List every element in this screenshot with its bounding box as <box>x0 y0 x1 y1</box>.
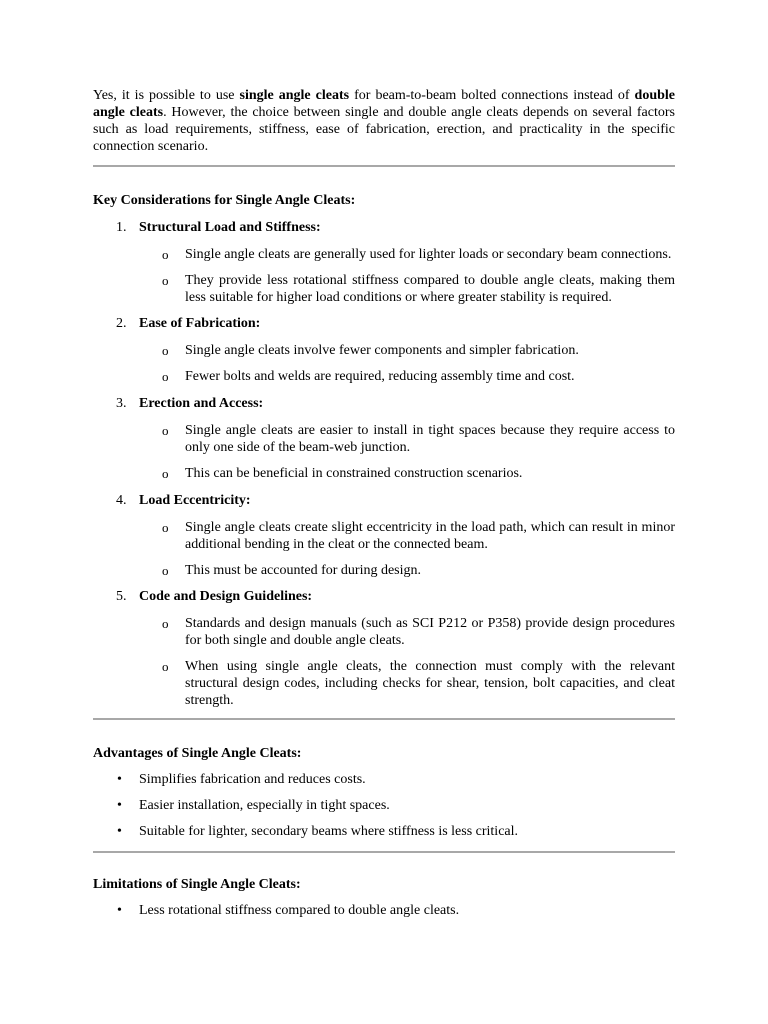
sub-point-text: This must be accounted for during design. <box>185 563 422 578</box>
sub-point-list <box>93 615 675 709</box>
sub-point-text: Single angle cleats involve fewer components and simpler fabrication. <box>185 343 579 358</box>
bullet-icon: • <box>117 772 122 787</box>
sub-point <box>162 246 675 263</box>
item-title: Structural Load and Stiffness: <box>139 220 321 235</box>
sub-point-list <box>93 342 675 385</box>
circle-bullet-icon: o <box>162 369 169 384</box>
item-number: 3. <box>116 396 127 411</box>
item-title: Ease of Fabrication: <box>139 316 261 331</box>
item-number: 4. <box>116 493 127 508</box>
limitation-text: Less rotational stiffness compared to double angle cleats. <box>139 903 460 918</box>
limitation-item <box>117 902 675 919</box>
intro-text-1: Yes, it is possible to use <box>93 88 240 103</box>
sub-point <box>162 422 675 456</box>
intro-bold-single: single angle cleats <box>239 88 350 103</box>
sub-point-list <box>93 246 675 306</box>
sub-point-text: Standards and design manuals (such as SCI P212 or P358) provide design procedures for both single and double angle cleats. <box>185 616 675 648</box>
advantage-item <box>117 797 675 814</box>
limitations-list <box>93 902 675 919</box>
horizontal-rule <box>93 165 675 167</box>
sub-point <box>162 615 675 649</box>
horizontal-rule <box>93 718 675 720</box>
item-number: 5. <box>116 589 127 604</box>
consideration-item <box>93 492 675 509</box>
circle-bullet-icon: o <box>162 247 169 262</box>
bullet-icon: • <box>117 903 122 918</box>
document-page <box>93 87 675 919</box>
consideration-item <box>93 315 675 332</box>
circle-bullet-icon: o <box>162 659 169 674</box>
sub-point <box>162 519 675 553</box>
circle-bullet-icon: o <box>162 520 169 535</box>
item-title: Erection and Access: <box>139 396 264 411</box>
consideration-item <box>93 219 675 236</box>
circle-bullet-icon: o <box>162 466 169 481</box>
sub-point <box>162 465 675 482</box>
advantage-text: Simplifies fabrication and reduces costs. <box>139 772 366 787</box>
advantages-list <box>93 771 675 840</box>
item-title: Code and Design Guidelines: <box>139 589 313 604</box>
section-heading-advantages: Advantages of Single Angle Cleats: <box>93 746 302 761</box>
consideration-item <box>93 588 675 605</box>
circle-bullet-icon: o <box>162 563 169 578</box>
sub-point-text: They provide less rotational stiffness compared to double angle cleats, making them less suitable for higher load conditions or where greater stability is required. <box>185 273 675 305</box>
sub-point-text: Single angle cleats create slight eccentricity in the load path, which can result in minor additional bending in the cleat or the connected beam. <box>185 520 675 552</box>
horizontal-rule <box>93 851 675 853</box>
advantage-text: Suitable for lighter, secondary beams where stiffness is less critical. <box>139 824 519 839</box>
bullet-icon: • <box>117 824 122 839</box>
circle-bullet-icon: o <box>162 616 169 631</box>
sub-point <box>162 272 675 306</box>
advantage-item <box>117 771 675 788</box>
consideration-item <box>93 395 675 412</box>
sub-point-list <box>93 422 675 482</box>
section-heading-considerations: Key Considerations for Single Angle Cleats: <box>93 193 356 208</box>
sub-point-text: Fewer bolts and welds are required, reducing assembly time and cost. <box>185 369 575 384</box>
advantage-text: Easier installation, especially in tight spaces. <box>139 798 390 813</box>
item-number: 1. <box>116 220 127 235</box>
intro-text-2: for beam-to-beam bolted connections instead of <box>349 88 635 103</box>
circle-bullet-icon: o <box>162 273 169 288</box>
circle-bullet-icon: o <box>162 343 169 358</box>
sub-point <box>162 368 675 385</box>
sub-point-text: When using single angle cleats, the connection must comply with the relevant structural design codes, including checks for shear, tension, bolt capacities, and cleat strength. <box>185 659 675 708</box>
sub-point-text: Single angle cleats are generally used for lighter loads or secondary beam connections. <box>185 247 672 262</box>
sub-point-text: Single angle cleats are easier to install in tight spaces because they require access to only one side of the beam-web junction. <box>185 423 675 455</box>
sub-point <box>162 562 675 579</box>
item-number: 2. <box>116 316 127 331</box>
bullet-icon: • <box>117 798 122 813</box>
intro-paragraph <box>93 87 675 155</box>
sub-point-text: This can be beneficial in constrained construction scenarios. <box>185 466 523 481</box>
item-title: Load Eccentricity: <box>139 493 251 508</box>
sub-point-list <box>93 519 675 579</box>
intro-text-3: . However, the choice between single and double angle cleats depends on several factors such as load requirements, stiffness, ease of fabrication, erection, and practicality in the specific connection scenario. <box>93 105 675 154</box>
advantage-item <box>117 823 675 840</box>
circle-bullet-icon: o <box>162 423 169 438</box>
section-heading-limitations: Limitations of Single Angle Cleats: <box>93 877 301 892</box>
sub-point <box>162 658 675 709</box>
intro-bold-double: double angle cleats <box>93 88 676 120</box>
sub-point <box>162 342 675 359</box>
